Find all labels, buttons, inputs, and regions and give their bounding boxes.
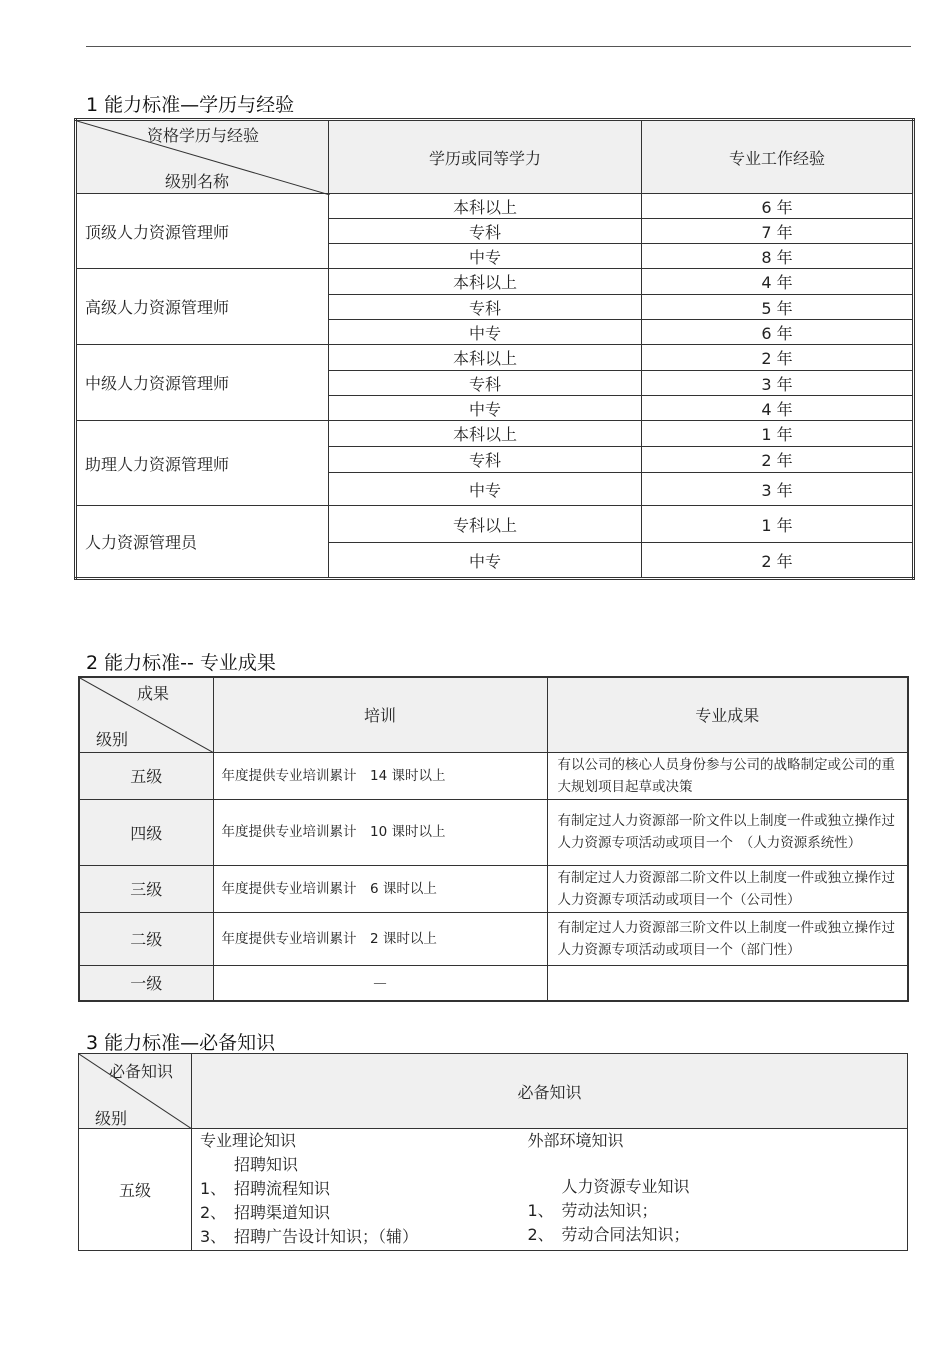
page-top-rule xyxy=(86,46,911,47)
list-item xyxy=(528,1223,908,1247)
achievement-cell: 有制定过人力资源部一阶文件以上制度一件或独立操作过人力资源专项活动或项目一个 （人力资源系统性） xyxy=(547,799,908,865)
education-cell: 专科 xyxy=(329,447,642,473)
section1-title: 1 能力标准—学历与经验 xyxy=(86,94,295,116)
item-number: 2、 xyxy=(527,1225,554,1244)
achievement-cell: 有制定过人力资源部二阶文件以上制度一件或独立操作过人力资源专项活动或项目一个（公司性） xyxy=(547,865,908,912)
experience-cell: 5 年 xyxy=(642,295,914,320)
education-cell: 本科以上 xyxy=(329,345,642,371)
corner-top-label: 必备知识 xyxy=(109,1062,174,1081)
knowledge-heading: 专业理论知识 xyxy=(200,1131,297,1150)
professional-theory-knowledge xyxy=(192,1129,518,1251)
level-name: 人力资源管理员 xyxy=(76,506,329,579)
knowledge-subheading: 招聘知识 xyxy=(234,1155,299,1174)
education-cell: 本科以上 xyxy=(329,269,642,295)
education-cell: 中专 xyxy=(329,473,642,506)
header-achievement: 专业成果 xyxy=(547,677,908,752)
education-cell: 中专 xyxy=(329,396,642,421)
level-cell: 五级 xyxy=(79,752,213,799)
education-cell: 本科以上 xyxy=(329,421,642,447)
education-cell: 专科 xyxy=(329,295,642,320)
experience-cell: 4 年 xyxy=(642,396,914,421)
item-number: 2、 xyxy=(200,1203,227,1222)
section3-title: 3 能力标准—必备知识 xyxy=(86,1032,276,1054)
education-cell: 中专 xyxy=(329,543,642,579)
experience-cell: 3 年 xyxy=(642,473,914,506)
experience-cell: 2 年 xyxy=(642,543,914,579)
level-cell: 一级 xyxy=(79,965,213,1001)
education-cell: 专科 xyxy=(329,219,642,244)
training-cell: 年度提供专业培训累计 10 课时以上 xyxy=(213,799,547,865)
list-item xyxy=(200,1177,518,1201)
corner-bottom-label: 级别名称 xyxy=(165,172,230,191)
training-cell: 年度提供专业培训累计 14 课时以上 xyxy=(213,752,547,799)
table-row xyxy=(76,194,914,219)
item-text: 招聘渠道知识 xyxy=(234,1203,331,1222)
table3-corner-header xyxy=(79,1054,192,1129)
level-name: 中级人力资源管理师 xyxy=(76,345,329,421)
experience-cell: 8 年 xyxy=(642,244,914,269)
external-environment-knowledge xyxy=(518,1129,908,1251)
education-cell: 专科 xyxy=(329,371,642,396)
table-row xyxy=(76,506,914,543)
table1-corner-header xyxy=(76,120,329,194)
section2-title: 2 能力标准-- 专业成果 xyxy=(86,652,276,674)
item-number: 1、 xyxy=(527,1201,554,1220)
required-knowledge-table xyxy=(78,1053,908,1251)
education-cell: 中专 xyxy=(329,244,642,269)
item-number: 1、 xyxy=(200,1179,227,1198)
level-cell: 五级 xyxy=(79,1129,192,1251)
level-cell: 三级 xyxy=(79,865,213,912)
training-cell: 年度提供专业培训累计 6 课时以上 xyxy=(213,865,547,912)
table-row xyxy=(76,345,914,371)
experience-cell: 6 年 xyxy=(642,194,914,219)
table-row xyxy=(79,799,908,865)
corner-top-label: 成果 xyxy=(137,684,170,703)
table-row xyxy=(76,269,914,295)
education-cell: 专科以上 xyxy=(329,506,642,543)
item-text: 招聘广告设计知识；（辅） xyxy=(234,1227,419,1246)
experience-cell: 4 年 xyxy=(642,269,914,295)
header-knowledge: 必备知识 xyxy=(192,1054,908,1129)
level-name: 高级人力资源管理师 xyxy=(76,269,329,345)
item-text: 招聘流程知识 xyxy=(234,1179,331,1198)
experience-cell: 1 年 xyxy=(642,421,914,447)
list-item xyxy=(528,1199,908,1223)
list-item xyxy=(200,1225,518,1249)
experience-cell: 7 年 xyxy=(642,219,914,244)
achievement-cell: 有以公司的核心人员身份参与公司的战略制定或公司的重大规划项目起草或决策 xyxy=(547,752,908,799)
experience-cell: 6 年 xyxy=(642,320,914,345)
achievement-cell xyxy=(547,965,908,1001)
experience-cell: 2 年 xyxy=(642,447,914,473)
level-cell: 四级 xyxy=(79,799,213,865)
knowledge-subheading: 人力资源专业知识 xyxy=(561,1177,690,1196)
table-row xyxy=(79,865,908,912)
item-number: 3、 xyxy=(200,1227,227,1246)
knowledge-heading: 外部环境知识 xyxy=(527,1131,624,1150)
experience-cell: 3 年 xyxy=(642,371,914,396)
level-cell: 二级 xyxy=(79,912,213,965)
education-experience-table xyxy=(74,118,915,580)
item-text: 劳动法知识； xyxy=(561,1201,658,1220)
list-item xyxy=(200,1201,518,1225)
level-name: 助理人力资源管理师 xyxy=(76,421,329,506)
item-text: 劳动合同法知识； xyxy=(561,1225,690,1244)
corner-bottom-label: 级别 xyxy=(95,1109,128,1128)
table-row xyxy=(79,912,908,965)
professional-achievement-table xyxy=(78,676,909,1002)
table-row xyxy=(79,752,908,799)
table2-corner-header xyxy=(79,677,213,752)
training-cell: — xyxy=(213,965,547,1001)
experience-cell: 1 年 xyxy=(642,506,914,543)
corner-bottom-label: 级别 xyxy=(96,730,129,749)
header-education: 学历或同等学力 xyxy=(329,120,642,194)
table-row xyxy=(76,421,914,447)
table-row xyxy=(79,1129,908,1251)
achievement-cell: 有制定过人力资源部三阶文件以上制度一件或独立操作过人力资源专项活动或项目一个（部门性） xyxy=(547,912,908,965)
experience-cell: 2 年 xyxy=(642,345,914,371)
table-row xyxy=(79,965,908,1001)
corner-top-label: 资格学历与经验 xyxy=(147,126,260,145)
header-training: 培训 xyxy=(213,677,547,752)
header-experience: 专业工作经验 xyxy=(642,120,914,194)
education-cell: 本科以上 xyxy=(329,194,642,219)
education-cell: 中专 xyxy=(329,320,642,345)
level-name: 顶级人力资源管理师 xyxy=(76,194,329,269)
training-cell: 年度提供专业培训累计 2 课时以上 xyxy=(213,912,547,965)
